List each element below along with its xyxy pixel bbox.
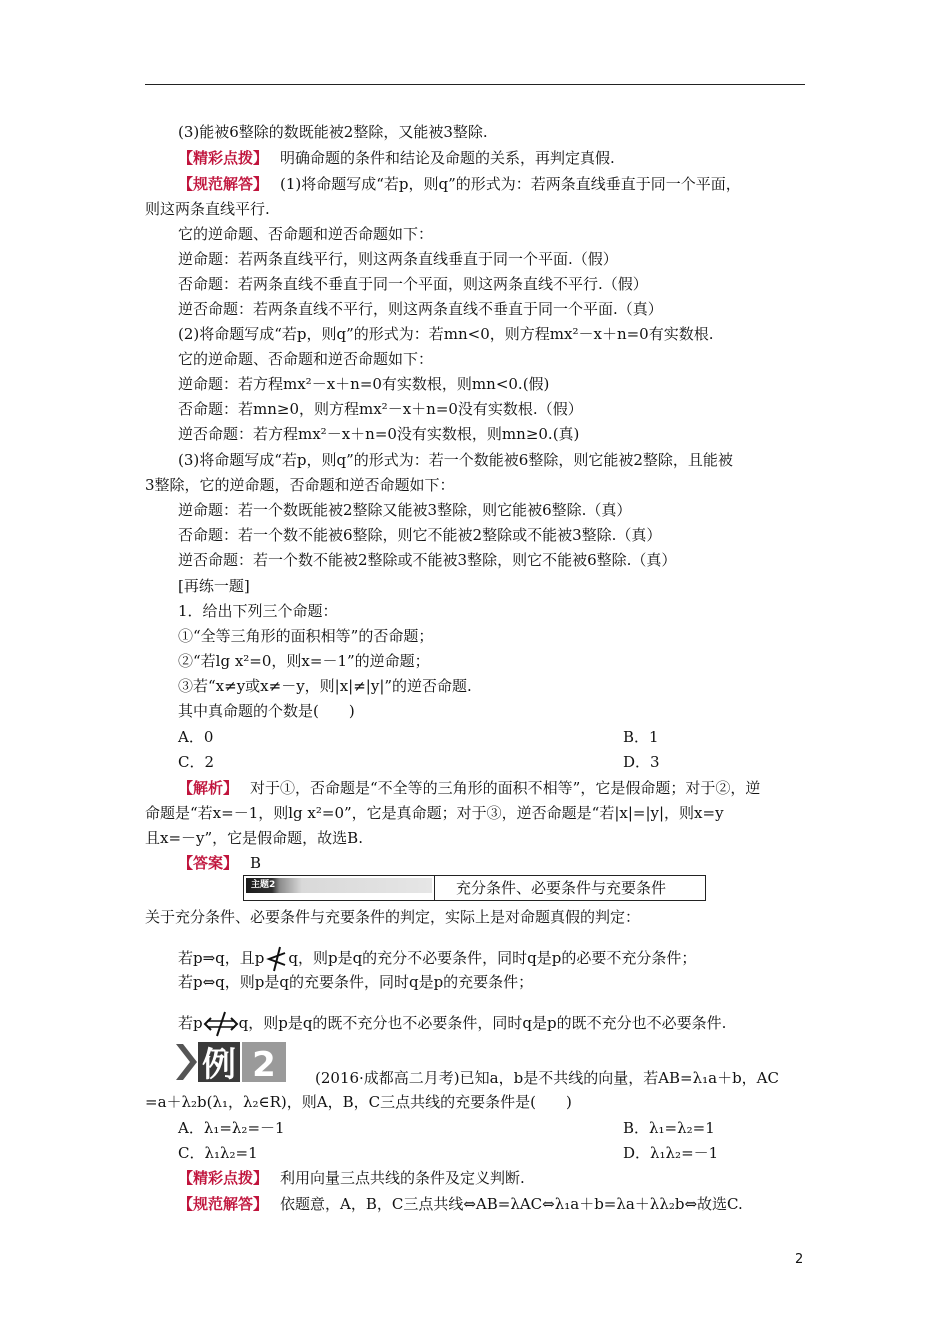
page-number: 2 bbox=[795, 1252, 804, 1267]
option-d: D．3 bbox=[623, 753, 660, 771]
text-line: 关于充分条件、必要条件与充要条件的判定，实际上是对命题真假的判定： bbox=[145, 908, 641, 926]
option-b: B．1 bbox=[623, 728, 659, 746]
text-line: 若p q，则p是q的既不充分也不必要条件，同时q是p的既不充分也不必要条件. bbox=[178, 1010, 843, 1038]
text-line: 【答案】 B bbox=[178, 854, 262, 872]
options-row bbox=[178, 1143, 843, 1163]
section-tag: 【解析】 bbox=[178, 779, 239, 797]
text-line: 否命题：若mn≥0，则方程mx²－x＋n=0没有实数根.（假） bbox=[178, 400, 583, 418]
text-line: 它的逆命题、否命题和逆否命题如下： bbox=[178, 350, 434, 368]
text-line: 逆否命题：若一个数不能被2整除或不能被3整除，则它不能被6整除.（真） bbox=[178, 551, 677, 569]
topic-label: 主题2 bbox=[251, 880, 276, 890]
text-line: ①“全等三角形的面积相等”的否命题； bbox=[178, 627, 434, 645]
not-implies-left-icon bbox=[264, 945, 288, 973]
text-line: (3)将命题写成“若p，则q”的形式为：若一个数能被6整除，则它能被2整除，且能被 bbox=[178, 451, 733, 469]
text-line: (2)将命题写成“若p，则q”的形式为：若mn<0，则方程mx²－x＋n=0有实数根. bbox=[178, 325, 714, 343]
options-row bbox=[178, 727, 843, 747]
text-line: 若p⇔q，则p是q的充要条件，同时q是p的充要条件； bbox=[178, 973, 534, 991]
text-line: 逆否命题：若方程mx²－x＋n=0没有实数根，则mn≥0.(真) bbox=[178, 425, 580, 443]
text-line: 则这两条直线平行. bbox=[145, 200, 270, 218]
option-c: C．2 bbox=[178, 753, 215, 771]
text-line: 其中真命题的个数是( ) bbox=[178, 702, 355, 720]
option-c: C．λ₁λ₂=1 bbox=[178, 1144, 258, 1162]
text-line: 它的逆命题、否命题和逆否命题如下： bbox=[178, 225, 434, 243]
options-row bbox=[178, 1118, 843, 1138]
topic-banner bbox=[246, 878, 432, 893]
section-tag: 【规范解答】 bbox=[178, 175, 269, 193]
text-line: 否命题：若两条直线不垂直于同一个平面，则这两条直线不平行.（假） bbox=[178, 275, 648, 293]
example-char: 例 bbox=[202, 1045, 236, 1084]
section-tag: 【规范解答】 bbox=[178, 1195, 269, 1213]
option-a: A．0 bbox=[178, 728, 214, 746]
text-line: 逆命题：若一个数既能被2整除又能被3整除，则它能被6整除.（真） bbox=[178, 501, 632, 519]
example-badge bbox=[176, 1040, 288, 1084]
text-line: 逆命题：若两条直线平行，则这两条直线垂直于同一个平面.（假） bbox=[178, 250, 618, 268]
text-line: 命题是“若x=－1，则lg x²=0”，它是真命题；对于③，逆否命题是“若|x|=|y|，则x=y bbox=[145, 804, 724, 822]
text-line: 若p⇒q，且p q，则p是q的充分不必要条件，同时q是p的必要不充分条件； bbox=[178, 945, 843, 973]
option-b: B．λ₁=λ₂=1 bbox=[623, 1119, 715, 1137]
text-line: [再练一题] bbox=[178, 577, 250, 595]
text-line: ③若“x≠y或x≠－y，则|x|≠|y|”的逆否命题. bbox=[178, 677, 472, 695]
text-line: (2016·成都高二月考)已知a，b是不共线的向量，若AB=λ₁a＋b，AC bbox=[315, 1069, 779, 1087]
text-line: 【规范解答】 (1)将命题写成“若p，则q”的形式为：若两条直线垂直于同一个平面， bbox=[178, 175, 741, 193]
text-line: 1．给出下列三个命题： bbox=[178, 602, 338, 620]
option-d: D．λ₁λ₂=－1 bbox=[623, 1144, 719, 1162]
text-line: 【精彩点拨】 明确命题的条件和结论及命题的关系，再判定真假. bbox=[178, 149, 615, 167]
not-iff-icon bbox=[203, 1010, 239, 1038]
text-line: ②“若lg x²=0，则x=－1”的逆命题； bbox=[178, 652, 430, 670]
topic-title: 充分条件、必要条件与充要条件 bbox=[456, 879, 667, 897]
header-rule bbox=[145, 84, 805, 85]
section-tag: 【精彩点拨】 bbox=[178, 1169, 269, 1187]
text-line: 【解析】 对于①，否命题是“不全等的三角形的面积不相等”，它是假命题；对于②，逆 bbox=[178, 779, 761, 797]
section-tag: 【精彩点拨】 bbox=[178, 149, 269, 167]
example-badge-graphic bbox=[176, 1040, 288, 1084]
text-line: =a＋λ₂b(λ₁，λ₂∈R)，则A，B，C三点共线的充要条件是( ) bbox=[145, 1093, 572, 1111]
text-line: (3)能被6整除的数既能被2整除，又能被3整除. bbox=[178, 123, 488, 141]
section-tag: 【答案】 bbox=[178, 854, 239, 872]
example-number: 2 bbox=[252, 1045, 276, 1084]
option-a: A．λ₁=λ₂=－1 bbox=[178, 1119, 285, 1137]
text-line: 【精彩点拨】 利用向量三点共线的条件及定义判断. bbox=[178, 1169, 525, 1187]
text-line: 逆命题：若方程mx²－x＋n=0有实数根，则mn<0.(假) bbox=[178, 375, 550, 393]
text-line: 3整除，它的逆命题，否命题和逆否命题如下： bbox=[145, 476, 455, 494]
topic-header bbox=[243, 875, 706, 901]
options-row bbox=[178, 752, 843, 772]
text-line: 且x=－y”，它是假命题，故选B. bbox=[145, 829, 363, 847]
text-line: 逆否命题：若两条直线不平行，则这两条直线不垂直于同一个平面.（真） bbox=[178, 300, 663, 318]
text-line: 【规范解答】 依题意，A，B，C三点共线⇔AB=λAC⇔λ₁a＋b=λa＋λλ₂b⇔故选C. bbox=[178, 1195, 743, 1213]
text-line: 否命题：若一个数不能被6整除，则它不能被2整除或不能被3整除.（真） bbox=[178, 526, 662, 544]
